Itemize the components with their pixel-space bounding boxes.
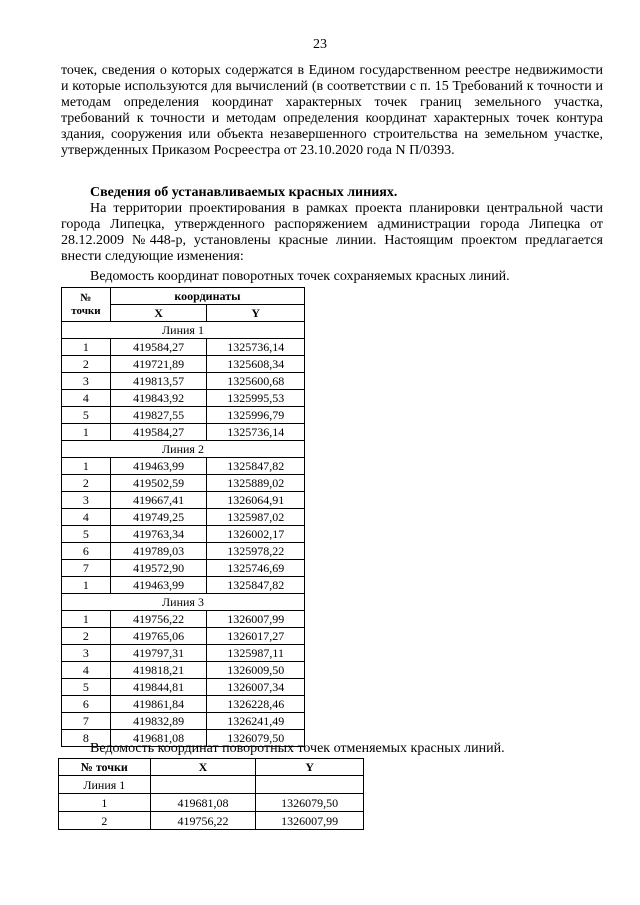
coordinates-header: координаты [110,288,304,305]
x-cell: 419818,21 [110,662,207,679]
x-cell: 419843,92 [110,390,207,407]
y-cell: 1325608,34 [207,356,305,373]
table-row [62,373,305,390]
table-row [62,526,305,543]
y-cell: 1325996,79 [207,407,305,424]
y-cell: 1325987,02 [207,509,305,526]
point-number-cell: 8 [62,730,111,747]
y-cell: 1326079,50 [256,794,364,812]
x-cell: 419763,34 [110,526,207,543]
x-cell: 419572,90 [110,560,207,577]
x-cell: 419502,59 [110,475,207,492]
x-cell: 419789,03 [110,543,207,560]
point-number-cell: 1 [62,339,111,356]
y-cell: 1325987,11 [207,645,305,662]
point-number-cell: 3 [62,373,111,390]
y-cell: 1325847,82 [207,577,305,594]
table-row [62,492,305,509]
point-number-cell: 2 [62,475,111,492]
x-cell: 419756,22 [110,611,207,628]
table-row [62,696,305,713]
x-cell: 419721,89 [110,356,207,373]
y-cell: 1326017,27 [207,628,305,645]
point-number-cell: 6 [62,543,111,560]
table-row [62,339,305,356]
y-cell: 1326228,46 [207,696,305,713]
section-heading: Сведения об устанавливаемых красных линиях. [90,185,398,200]
point-number-cell: 1 [62,577,111,594]
header-no: № [80,291,92,304]
point-number-cell: 5 [62,407,111,424]
x-cell: 419584,27 [110,424,207,441]
y-cell: 1326007,34 [207,679,305,696]
x-cell: 419756,22 [150,812,256,830]
line-group-row [59,776,364,794]
x-cell: 419681,08 [110,730,207,747]
point-number-cell: 5 [62,526,111,543]
point-number-cell: 1 [59,794,151,812]
x-cell: 419463,99 [110,577,207,594]
red-lines-paragraph: На территории проектирования в рамках проекта планировки центральной части города Липецка, утвержденного распоряжением администрации города Липецка от 28.12.2009 №448-р, установлены красные линии. Настоящим проектом предлагается внести следующие изменения: [61,201,603,265]
line-name: Линия 1 [59,776,151,794]
empty-cell [150,776,256,794]
y-header: Y [207,305,305,322]
point-number-cell: 1 [62,458,111,475]
y-cell: 1325736,14 [207,424,305,441]
cancelled-lines-table [58,758,364,830]
point-number-cell: 5 [62,679,111,696]
table-row [62,662,305,679]
table-row [62,356,305,373]
y-cell: 1325847,82 [207,458,305,475]
table-row [62,543,305,560]
cancelled-lines-caption: Ведомость координат поворотных точек отменяемых красных линий. [90,741,505,756]
header-points: точки [71,304,101,317]
table-row [62,628,305,645]
point-number-cell: 7 [62,560,111,577]
y-cell: 1325978,22 [207,543,305,560]
point-number-cell: 1 [62,424,111,441]
y-cell: 1325600,68 [207,373,305,390]
point-number-cell: 4 [62,662,111,679]
y-header: Y [256,759,364,776]
table-row [62,509,305,526]
x-cell: 419584,27 [110,339,207,356]
x-cell: 419463,99 [110,458,207,475]
intro-paragraph: точек, сведения о которых содержатся в Едином государственном реестре недвижимости и которые используются для вычислений (в соответствии с п. 15 Требований к точности и методам определения координат характерных точек границ земельного участка, требований к точности и методам определения координат характерных точек контура здания, сооружения или объекта незавершенного строительства на земельном участке, утвержденных Приказом Росреестра от 23.10.2020 года N П/0393. [61,63,603,159]
x-cell: 419797,31 [110,645,207,662]
page-number: 23 [313,37,327,52]
point-number-cell: 4 [62,509,111,526]
x-cell: 419827,55 [110,407,207,424]
point-number-cell: 2 [59,812,151,830]
x-cell: 419681,08 [150,794,256,812]
retained-lines-table [61,287,305,747]
y-cell: 1325889,02 [207,475,305,492]
y-cell: 1326007,99 [207,611,305,628]
retained-lines-caption: Ведомость координат поворотных точек сохраняемых красных линий. [90,269,510,284]
y-cell: 1326007,99 [256,812,364,830]
table-row [62,424,305,441]
x-cell: 419861,84 [110,696,207,713]
point-number-cell: 1 [62,611,111,628]
table-row [59,794,364,812]
line-group-row [62,441,305,458]
table-row [62,577,305,594]
point-number-cell: 7 [62,713,111,730]
x-cell: 419765,06 [110,628,207,645]
point-number-cell: 2 [62,628,111,645]
line-name: Линия 1 [62,322,305,339]
y-cell: 1325995,53 [207,390,305,407]
table-row [62,458,305,475]
y-cell: 1325746,69 [207,560,305,577]
y-cell: 1325736,14 [207,339,305,356]
x-cell: 419749,25 [110,509,207,526]
point-number-header [62,288,111,322]
point-number-cell: 6 [62,696,111,713]
table-row [62,560,305,577]
point-number-header: № точки [59,759,151,776]
table-row [62,390,305,407]
point-number-cell: 4 [62,390,111,407]
y-cell: 1326009,50 [207,662,305,679]
line-name: Линия 2 [62,441,305,458]
table-row [62,611,305,628]
line-group-row [62,322,305,339]
table-row [62,713,305,730]
y-cell: 1326079,50 [207,730,305,747]
point-number-cell: 2 [62,356,111,373]
table-row [62,407,305,424]
x-header: X [150,759,256,776]
table-row [59,812,364,830]
table-row [62,645,305,662]
x-cell: 419667,41 [110,492,207,509]
table-row [62,475,305,492]
y-cell: 1326002,17 [207,526,305,543]
x-cell: 419844,81 [110,679,207,696]
x-header: X [110,305,207,322]
line-name: Линия 3 [62,594,305,611]
x-cell: 419813,57 [110,373,207,390]
x-cell: 419832,89 [110,713,207,730]
point-number-cell: 3 [62,645,111,662]
y-cell: 1326241,49 [207,713,305,730]
line-group-row [62,594,305,611]
point-number-cell: 3 [62,492,111,509]
y-cell: 1326064,91 [207,492,305,509]
table-row [62,679,305,696]
empty-cell [256,776,364,794]
